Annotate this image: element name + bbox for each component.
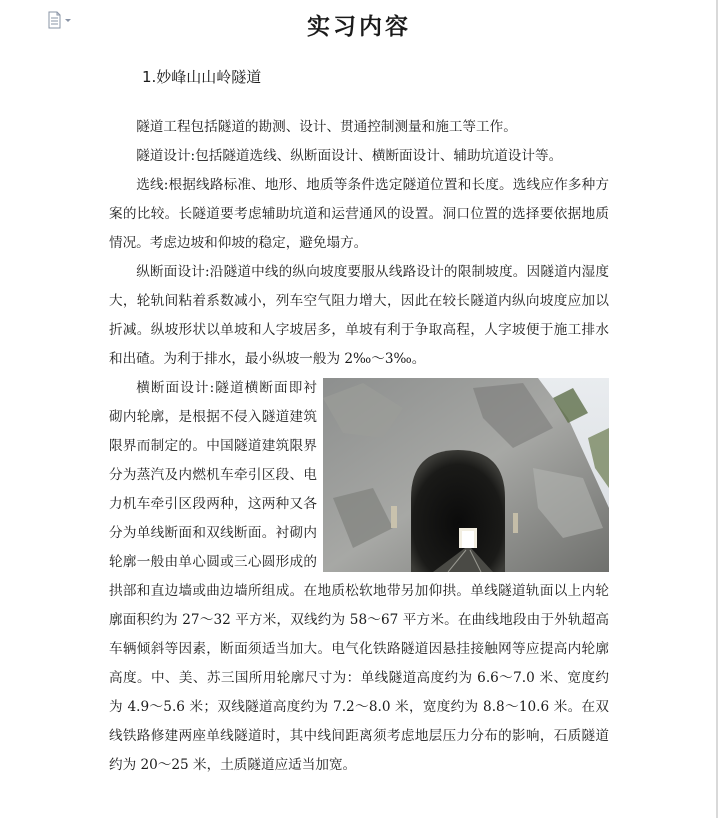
paragraph-route-selection: 选线:根据线路标准、地形、地质等条件选定隧道位置和长度。选线应作多种方案的比较。长隧道要考虑辅助坑道和运营通风的设置。洞口位置的选择要依据地质情况。考虑边坡和仰坡的稳定，避免塌方。	[109, 177, 609, 251]
paragraph-tunnel-design: 隧道设计:包括隧道选线、纵断面设计、横断面设计、辅助坑道设计等。	[136, 148, 563, 164]
page-title: 实习内容	[307, 13, 411, 40]
tunnel-photo	[323, 378, 609, 572]
paragraph-intro: 隧道工程包括隧道的勘测、设计、贯通控制测量和施工等工作。	[136, 119, 517, 135]
paragraph-longitudinal-design: 纵断面设计:沿隧道中线的纵向坡度要服从线路设计的限制坡度。因隧道内湿度大，轮轨间粘着系数减小，列车空气阻力增大，因此在较长隧道内纵向坡度应加以折减。纵坡形状以单坡和人字坡居多，单坡有利于争取高程，人字坡便于施工排水和出碴。为利于排水，最小纵坡一般为 2‰～3‰。	[109, 264, 609, 367]
document-body	[109, 113, 609, 780]
section-heading: 1.妙峰山山岭隧道	[142, 68, 262, 86]
paragraph-cross-section-design: 横断面设计:隧道横断面即衬砌内轮廓，是根据不侵入隧道建筑限界而制定的。中国隧道建筑限界分为蒸汽及内燃机车牵引区段、电力机车牵引区段两种，这两种又各分为单线断面和双线断面。衬砌内轮廓一般由单心圆或三心圆形成的拱部和直边墙或曲边墙所组成。在地质松软地带另加仰拱。单线隧道轨面以上内轮廓面积约为 27～32 平方米，双线约为 58～67 平方米。在曲线地段由于外轨超高车辆倾斜等因素，断面须适当加大。电气化铁路隧道因悬挂接触网等应提高内轮廓高度。中、美、苏三国所用轮廓尺寸为：单线隧道高度约为 6.6～7.0 米、宽度约为 4.9～5.6 米；双线隧道高度约为 7.2～8.0 米，宽度约为 8.8～10.6 米。在双线铁路修建两座单线隧道时，其中线间距离须考虑地层压力分布的影响，石质隧道约为 20～25 米，土质隧道应适当加宽。	[109, 380, 609, 773]
